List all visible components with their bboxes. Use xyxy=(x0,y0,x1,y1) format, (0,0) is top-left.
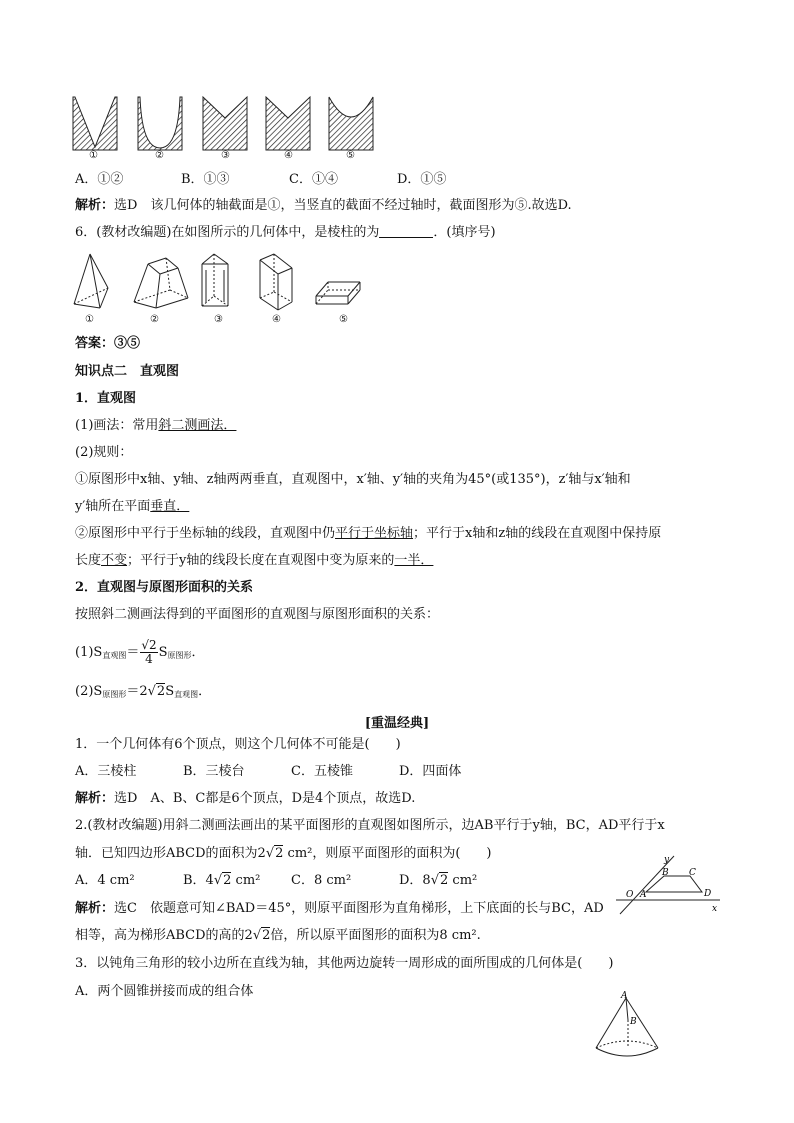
label-y: y xyxy=(664,855,670,865)
shape-2 xyxy=(138,97,182,150)
review-q1-option-c: C．五棱锥 xyxy=(291,764,353,779)
review-q2-line-1: 2.(教材改编题)用斜二测画法画出的某平面图形的直观图如图所示，边AB平行于y轴，BC，AD平行于x xyxy=(75,818,665,833)
solid-1-pyramid xyxy=(74,254,108,308)
review-q2-line-2 xyxy=(75,845,492,863)
section-p3: 按照斜二测画法得到的平面图形的直观图与原图形面积的关系： xyxy=(75,607,440,622)
section-h2: 2．直观图与原图形面积的关系 xyxy=(75,580,254,595)
review-q2-option-b-unit: cm² xyxy=(231,873,261,888)
review-q2-option-d-radicand: 2 xyxy=(440,873,449,888)
review-q2-analysis-label: 解析： xyxy=(75,901,115,916)
rule-2-text-a: ②原图形中平行于坐标轴的线段，直观图中仍 xyxy=(75,526,336,541)
q5-options xyxy=(75,171,446,189)
fig1-label-1: ① xyxy=(89,150,98,161)
cone-base-back xyxy=(596,1041,658,1048)
rule-1-text: y′轴所在平面 xyxy=(75,499,151,514)
rule-2-line-1 xyxy=(75,525,661,543)
formula-1-sub1: 直观图 xyxy=(102,651,127,660)
rule-2-text-c: ；平行于x轴和z轴的线段在直观图中保持原 xyxy=(413,526,662,541)
review-q2-text-a: 轴．已知四边形ABCD的面积为2 xyxy=(75,846,266,861)
review-q1-options xyxy=(75,763,461,781)
review-q2-analysis-sqrt: √2 xyxy=(252,928,271,943)
label-o: O xyxy=(626,890,634,900)
review-q2-option-b-text: B．4 xyxy=(183,873,214,888)
review-q2-option-d: D．8√2 cm² xyxy=(399,873,478,888)
cone-base-front xyxy=(596,1048,658,1056)
formula-1-eq: ＝ xyxy=(126,645,140,660)
trapezoid-figure xyxy=(612,848,722,918)
q6-answer-blank xyxy=(379,224,433,238)
q5-option-c: C．①④ xyxy=(289,172,338,187)
formula-1-numerator: √2 xyxy=(141,638,157,652)
section-p1 xyxy=(75,417,236,435)
section-p1-keyword: 斜二测画法． xyxy=(158,418,237,433)
formula-2-end: ． xyxy=(198,684,212,699)
review-q3-stem: 3．以钝角三角形的较小边所在直线为轴，其他两边旋转一周形成的面所围成的几何体是( ) xyxy=(75,956,614,971)
formula-2-sub2: 直观图 xyxy=(174,690,199,699)
fig2-label-5: ⑤ xyxy=(339,314,348,325)
review-q2-sqrt: √2 xyxy=(265,846,284,861)
shape-1 xyxy=(73,97,117,150)
formula-2 xyxy=(75,683,211,704)
solids-figure xyxy=(70,252,370,314)
q6-answer-label: 答案： xyxy=(75,336,115,351)
solid-5-prism xyxy=(316,282,360,304)
solid-2-frustum xyxy=(134,258,188,308)
review-q2-analysis-radicand: 2 xyxy=(262,928,271,943)
rule-2-keyword-3: 一半． xyxy=(394,553,434,568)
rule-2-keyword: 平行于坐标轴 xyxy=(335,526,414,541)
formula-1-sub2: 原图形 xyxy=(167,651,192,660)
label-a: A xyxy=(640,890,647,900)
cone-label-a: A xyxy=(621,991,628,1001)
rule-2-keyword-2: 不变 xyxy=(101,553,128,568)
review-q2-analysis-2 xyxy=(75,927,481,945)
formula-1-prefix: (1)S xyxy=(75,645,103,660)
section-h1: 1．直观图 xyxy=(75,391,137,406)
label-d: D xyxy=(704,889,712,899)
review-q1-option-a: A．三棱柱 xyxy=(75,764,137,779)
formula-2-s: S xyxy=(165,684,175,699)
shape-3 xyxy=(203,97,247,150)
review-q2-analysis-1 xyxy=(75,900,604,918)
fig1-label-5: ⑤ xyxy=(346,150,355,161)
review-q2-analysis-text-a: 选C 依题意可知∠BAD＝45°，则原平面图形为直角梯形，上下底面的长与BC，AD xyxy=(114,901,604,916)
rule-2-text-d: 长度 xyxy=(75,553,102,568)
label-x: x xyxy=(712,904,718,914)
formula-2-prefix: (2)S xyxy=(75,684,103,699)
q5-option-d: D．①⑤ xyxy=(397,172,447,187)
review-q2-option-d-text: D．8 xyxy=(399,873,431,888)
rule-2-text-e: ；平行于y轴的线段长度在直观图中变为原来的 xyxy=(127,553,395,568)
label-b: B xyxy=(662,868,669,878)
shape-4 xyxy=(266,97,310,150)
q6-stem-text: 6．(教材改编题)在如图所示的几何体中，是棱柱的为 xyxy=(75,225,380,240)
formula-2-sqrt: √2 xyxy=(147,684,166,699)
q5-analysis-label: 解析： xyxy=(75,198,115,213)
q6-answer xyxy=(75,335,140,353)
solid-4-prism xyxy=(260,254,292,310)
review-q1-option-b: B．三棱台 xyxy=(183,764,245,779)
formula-2-eq: ＝2 xyxy=(126,684,148,699)
rule-1-line-1: ①原图形中x轴、y轴、z轴两两垂直，直观图中，x′轴、y′轴的夹角为45°(或135°)，z′轴与x′轴和 xyxy=(75,472,631,487)
review-q1-option-d: D．四面体 xyxy=(399,764,462,779)
cone-left-edge xyxy=(596,998,626,1048)
formula-2-sub1: 原图形 xyxy=(102,690,127,699)
rule-1-keyword: 垂直． xyxy=(150,499,190,514)
review-q2-analysis-text-c: 倍，所以原平面图形的面积为8 cm². xyxy=(270,928,481,943)
solid-3-prism xyxy=(202,254,228,306)
review-q1-stem: 1．一个几何体有6个顶点，则这个几何体不可能是( ) xyxy=(75,737,401,752)
review-title: [重温经典] xyxy=(364,716,430,731)
section-title: 知识点二 直观图 xyxy=(75,364,180,379)
review-q2-options xyxy=(75,872,477,890)
rule-1-line-2 xyxy=(75,498,189,516)
fig2-label-1: ① xyxy=(85,314,94,325)
q6-answer-text: ③⑤ xyxy=(114,336,141,351)
q5-analysis xyxy=(75,197,572,215)
formula-1 xyxy=(75,636,205,670)
review-q1-analysis xyxy=(75,790,415,808)
label-c: C xyxy=(689,868,696,878)
formula-1-fraction xyxy=(140,639,157,666)
review-q2-option-d-unit: cm² xyxy=(448,873,478,888)
review-q2-radicand: 2 xyxy=(275,846,284,861)
formula-1-s: S xyxy=(158,645,168,660)
fig1-label-2: ② xyxy=(155,150,164,161)
review-q2-option-c: C．8 cm² xyxy=(291,873,352,888)
cone-figure xyxy=(588,990,668,1066)
section-p1-text: (1)画法：常用 xyxy=(75,418,159,433)
formula-2-radicand: 2 xyxy=(156,684,166,699)
review-q1-analysis-label: 解析： xyxy=(75,791,115,806)
review-q2-option-b-radicand: 2 xyxy=(223,873,232,888)
rule-2-line-2 xyxy=(75,552,433,570)
review-q2-option-a: A．4 cm² xyxy=(75,873,135,888)
trapezoid-abcd xyxy=(646,876,702,892)
fig2-label-3: ③ xyxy=(214,314,223,325)
q5-analysis-text: 选D 该几何体的轴截面是①，当竖直的截面不经过轴时，截面图形为⑤.故选D. xyxy=(114,198,572,213)
review-q2-text-b: cm²，则原平面图形的面积为( ) xyxy=(283,846,492,861)
cone-label-b: B xyxy=(630,1017,637,1027)
fig2-label-4: ④ xyxy=(272,314,281,325)
formula-1-end: ． xyxy=(191,645,205,660)
q6-stem xyxy=(75,224,496,242)
q6-stem-suffix: ．(填序号) xyxy=(433,225,496,240)
fig2-label-2: ② xyxy=(150,314,159,325)
q5-option-a: A．①② xyxy=(75,172,124,187)
review-q2-analysis-text-b: 相等，高为梯形ABCD的高的2 xyxy=(75,928,253,943)
review-q2-option-b: B．4√2 cm² xyxy=(183,873,261,888)
shape-5 xyxy=(329,97,373,150)
fig1-label-3: ③ xyxy=(221,150,230,161)
review-q3-option-a: A．两个圆锥拼接而成的组合体 xyxy=(75,984,254,999)
q5-option-b: B．①③ xyxy=(181,172,230,187)
fig1-label-4: ④ xyxy=(284,150,293,161)
section-p2: (2)规则： xyxy=(75,445,133,460)
formula-1-denominator: 4 xyxy=(145,652,153,666)
review-q1-analysis-text: 选D A、B、C都是6个顶点，D是4个顶点，故选D. xyxy=(114,791,416,806)
